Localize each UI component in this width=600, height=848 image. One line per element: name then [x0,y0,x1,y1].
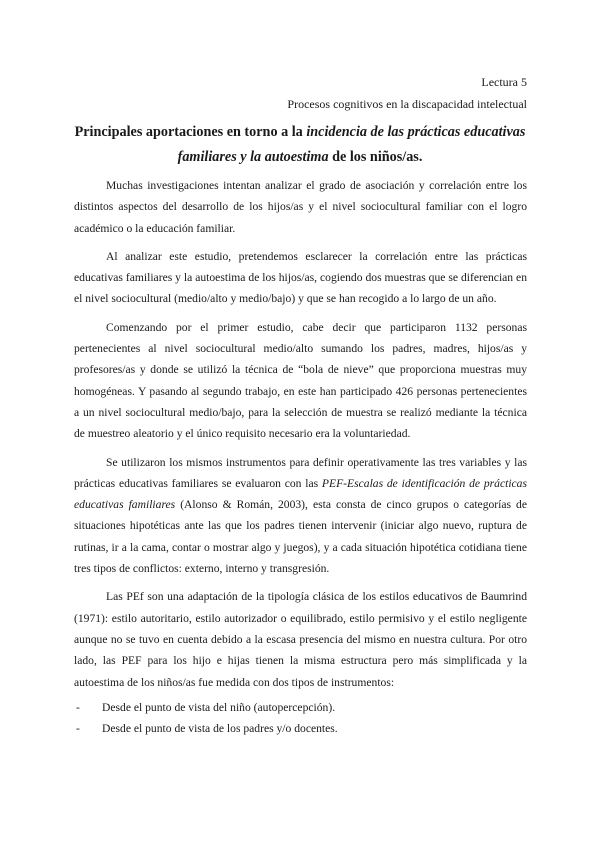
paragraph-4-part-a: Se utilizaron los mismos instrumentos para definir operativamente las tres variables y las prácticas educativas familiares se evaluaron con las [74,455,527,490]
list-item [74,718,527,739]
paragraph-4-part-b: (Alonso & Román, 2003), esta consta de cinco grupos o categorías de situaciones hipotéticas ante las que los padres tienen intervenir (iniciar algo nuevo, ruptura de rutinas, ir a la cama, contar o mostrar algo y juegos), y a cada situación hipotética cotidiana tiene tres tipos de conflictos: externo, interno y transgresión. [74,498,527,576]
paragraph-1: Muchas investigaciones intentan analizar el grado de asociación y correlación entre los distintos aspectos del desarrollo de los hijos/as y el nivel sociocultural familiar con el logro académico o la educación familiar. [74,179,527,235]
paragraph-4-italic: PEF-Escalas de identificación de prácticas educativas familiares [74,476,527,512]
paragraph-3: Comenzando por el primer estudio, cabe decir que participaron 1132 personas pertenecientes al nivel sociocultural medio/alto sumando los padres, madres, hijos/as y profesores/as y donde se utilizó la técnica de “bola de nieve” que proporciona muestras muy homogéneas. Y pasando al segundo trabajo, en este han participado 426 personas pertenecientes a un nivel sociocultural medio/bajo, para la selección de muestra se realizó mediante la técnica de muestreo aleatorio y el único requisito necesario era la voluntariedad. [74,320,527,441]
list-item-text: Desde el punto de vista del niño (autopercepción). [102,700,336,714]
paragraph-2: Al analizar este estudio, pretendemos esclarecer la correlación entre las prácticas educativas familiares y la autoestima de los hijos/as, cogiendo dos muestras que se diferencian en el nivel sociocultural (medio/alto y medio/bajo) y que se han recogido a lo largo de un año. [74,249,527,306]
list-item [74,697,527,718]
title-italic: incidencia de las prácticas educativas familiares y la autoestima [177,124,526,165]
title-part2: de los niños/as. [328,149,423,165]
instrument-list [74,697,527,740]
list-dash: - [76,700,80,714]
list-item-text: Desde el punto de vista de los padres y/o docentes. [102,722,338,736]
document-body [74,175,527,739]
paragraph-5: Las PEf son una adaptación de la tipología clásica de los estilos educativos de Baumrind (1971): estilo autoritario, estilo autorizador o equilibrado, estilo permisivo y el estilo negligente aunque no se tuvo en cuenta debido a la escasa presencia del mismo en nuestra cultura. Por otro lado, las PEF para los hijo e hijas tienen la misma estructura pero más simplificada y la autoestima de los niños/as fue medida con dos tipos de instrumentos: [74,590,527,689]
title-part1: Principales aportaciones en torno a la [74,124,307,140]
paragraph-4 [74,452,527,580]
header-course: Procesos cognitivos en la discapacidad intelectual [287,97,527,111]
header-lecture: Lectura 5 [481,75,527,89]
list-dash: - [76,722,80,736]
page-title [60,120,540,170]
